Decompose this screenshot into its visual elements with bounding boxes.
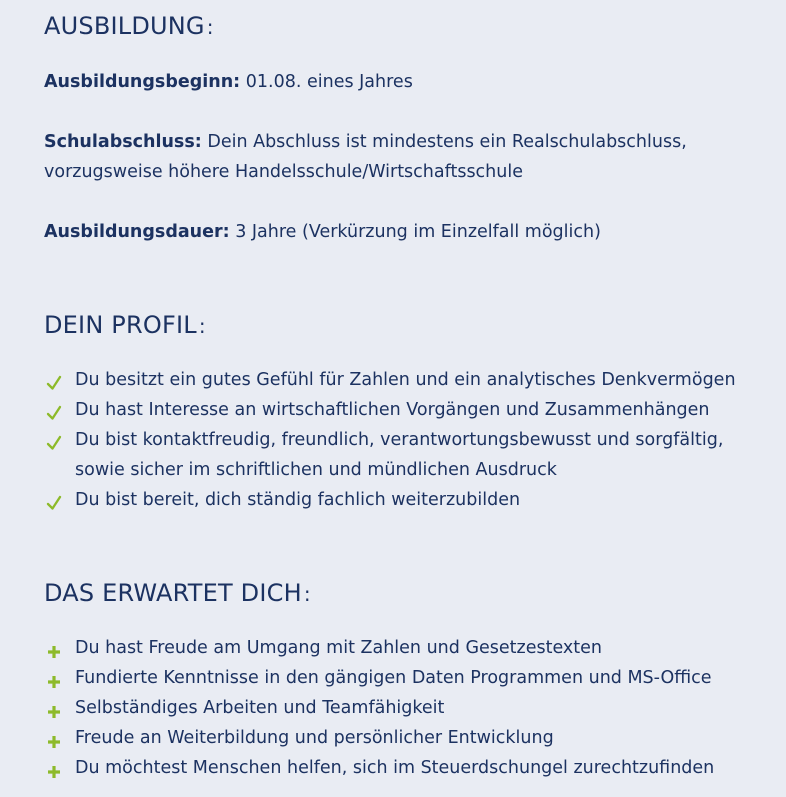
list-item-text: Freude an Weiterbildung und persönlicher Entwicklung [75, 728, 554, 748]
profil-heading [44, 310, 206, 341]
erwartet-heading-colon: : [303, 582, 311, 606]
fact-ausbildungsbeginn [44, 67, 744, 97]
profil-heading-text: DEIN PROFIL [44, 311, 197, 339]
plus-icon [44, 663, 64, 693]
ausbildung-heading-colon: : [206, 15, 214, 39]
profil-list [44, 365, 774, 515]
list-item [44, 753, 774, 783]
fact-label: Schulabschluss: [44, 132, 202, 152]
fact-schulabschluss [44, 127, 744, 187]
fact-ausbildungsdauer [44, 217, 744, 247]
plus-icon [44, 693, 64, 723]
fact-value: Dein Abschluss ist mindestens ein Realschulabschluss, vorzugsweise höhere Handelsschule/Wirtschaftsschule [44, 132, 687, 182]
erwartet-heading [44, 578, 311, 609]
erwartet-heading-text: DAS ERWARTET DICH [44, 579, 302, 607]
plus-icon [44, 753, 64, 783]
ausbildung-heading [44, 11, 214, 42]
list-item-text: Du hast Freude am Umgang mit Zahlen und Gesetzestexten [75, 638, 602, 658]
list-item [44, 723, 774, 753]
plus-icon [44, 633, 64, 663]
list-item-text: Du besitzt ein gutes Gefühl für Zahlen und ein analytisches Denkvermögen [75, 370, 736, 390]
fact-label: Ausbildungsdauer: [44, 222, 230, 242]
list-item-text: Du bist bereit, dich ständig fachlich weiterzubilden [75, 490, 521, 510]
ausbildung-heading-text: AUSBILDUNG [44, 12, 205, 40]
check-icon [44, 365, 64, 395]
list-item [44, 425, 774, 485]
list-item-text: Selbständiges Arbeiten und Teamfähigkeit [75, 698, 445, 718]
check-icon [44, 485, 64, 515]
check-icon [44, 395, 64, 425]
profil-heading-colon: : [198, 314, 206, 338]
list-item [44, 663, 774, 693]
erwartet-list [44, 633, 774, 783]
check-icon [44, 425, 64, 455]
plus-icon [44, 723, 64, 753]
list-item [44, 365, 774, 395]
fact-value: 01.08. eines Jahres [245, 72, 413, 92]
list-item-text: Du bist kontaktfreudig, freundlich, verantwortungsbewusst und sorgfältig, sowie sicher im schriftlichen und mündlichen Ausdruck [75, 430, 724, 480]
list-item [44, 485, 774, 515]
list-item [44, 633, 774, 663]
list-item-text: Du hast Interesse an wirtschaftlichen Vorgängen und Zusammenhängen [75, 400, 710, 420]
fact-label: Ausbildungsbeginn: [44, 72, 241, 92]
list-item-text: Du möchtest Menschen helfen, sich im Steuerdschungel zurechtzufinden [75, 758, 715, 778]
list-item [44, 395, 774, 425]
fact-value: 3 Jahre (Verkürzung im Einzelfall möglich) [235, 222, 601, 242]
list-item-text: Fundierte Kenntnisse in den gängigen Daten Programmen und MS-Office [75, 668, 712, 688]
list-item [44, 693, 774, 723]
